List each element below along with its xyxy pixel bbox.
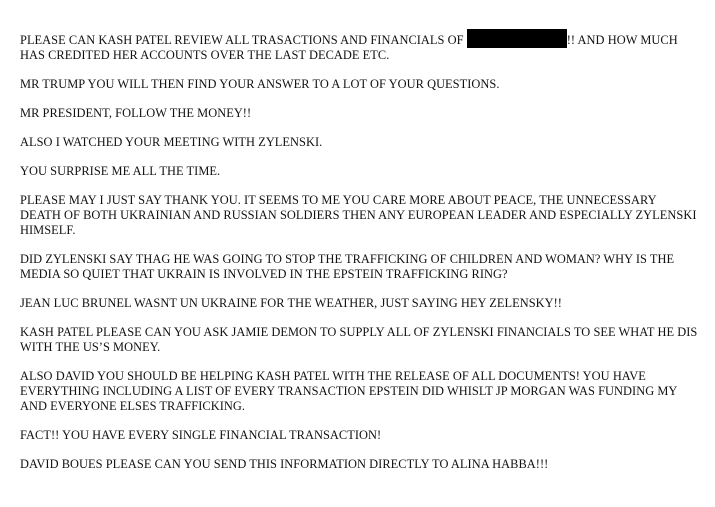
paragraph-4: ALSO I WATCHED YOUR MEETING WITH ZYLENSKI. — [20, 135, 323, 149]
paragraph-6: PLEASE MAY I JUST SAY THANK YOU. IT SEEMS TO ME YOU CARE MORE ABOUT PEACE, THE UNNECESSARY DEATH OF BOTH UKRAINIAN AND RUSSIAN SOLDIERS THEN ANY EUROPEAN LEADER AND ESPECIALLY ZYLENSKI HIMSELF. — [20, 193, 697, 237]
paragraph-1-text-start: PLEASE CAN KASH PATEL REVIEW ALL TRASACTIONS AND FINANCIALS OF — [20, 33, 467, 47]
paragraph-5: YOU SURPRISE ME ALL THE TIME. — [20, 164, 221, 178]
paragraph-10: ALSO DAVID YOU SHOULD BE HELPING KASH PATEL WITH THE RELEASE OF ALL DOCUMENTS! YOU HAVE EVERYTHING INCLUDING A LIST OF EVERY TRANSACTION EPSTEIN DID WHISLT JP MORGAN WAS FUNDING MY AND EVERYONE ELSES TRAFFICKING. — [20, 369, 677, 413]
paragraph-2: MR TRUMP YOU WILL THEN FIND YOUR ANSWER TO A LOT OF YOUR QUESTIONS. — [20, 77, 500, 91]
letter-body — [20, 29, 700, 486]
paragraph-1-text-end: !! AND HOW MUCH HAS CREDITED HER ACCOUNTS OVER THE LAST DECADE ETC. — [20, 33, 678, 62]
redaction-block — [467, 29, 567, 48]
paragraph-7: DID ZYLENSKI SAY THAG HE WAS GOING TO STOP THE TRAFFICKING OF CHILDREN AND WOMAN? WHY IS THE MEDIA SO QUIET THAT UKRAIN IS INVOLVED IN THE EPSTEIN TRAFFICKING RING? — [20, 252, 675, 281]
paragraph-3: MR PRESIDENT, FOLLOW THE MONEY!! — [20, 106, 252, 120]
paragraph-12: DAVID BOUES PLEASE CAN YOU SEND THIS INFORMATION DIRECTLY TO ALINA HABBA!!! — [20, 457, 549, 471]
paragraph-8: JEAN LUC BRUNEL WASNT UN UKRAINE FOR THE WEATHER, JUST SAYING HEY ZELENSKY!! — [20, 296, 562, 310]
paragraph-9: KASH PATEL PLEASE CAN YOU ASK JAMIE DEMON TO SUPPLY ALL OF ZYLENSKI FINANCIALS TO SEE WHAT HE DIS WITH THE US’S MONEY. — [20, 325, 698, 354]
paragraph-1 — [20, 29, 700, 63]
paragraph-11: FACT!! YOU HAVE EVERY SINGLE FINANCIAL TRANSACTION! — [20, 428, 382, 442]
